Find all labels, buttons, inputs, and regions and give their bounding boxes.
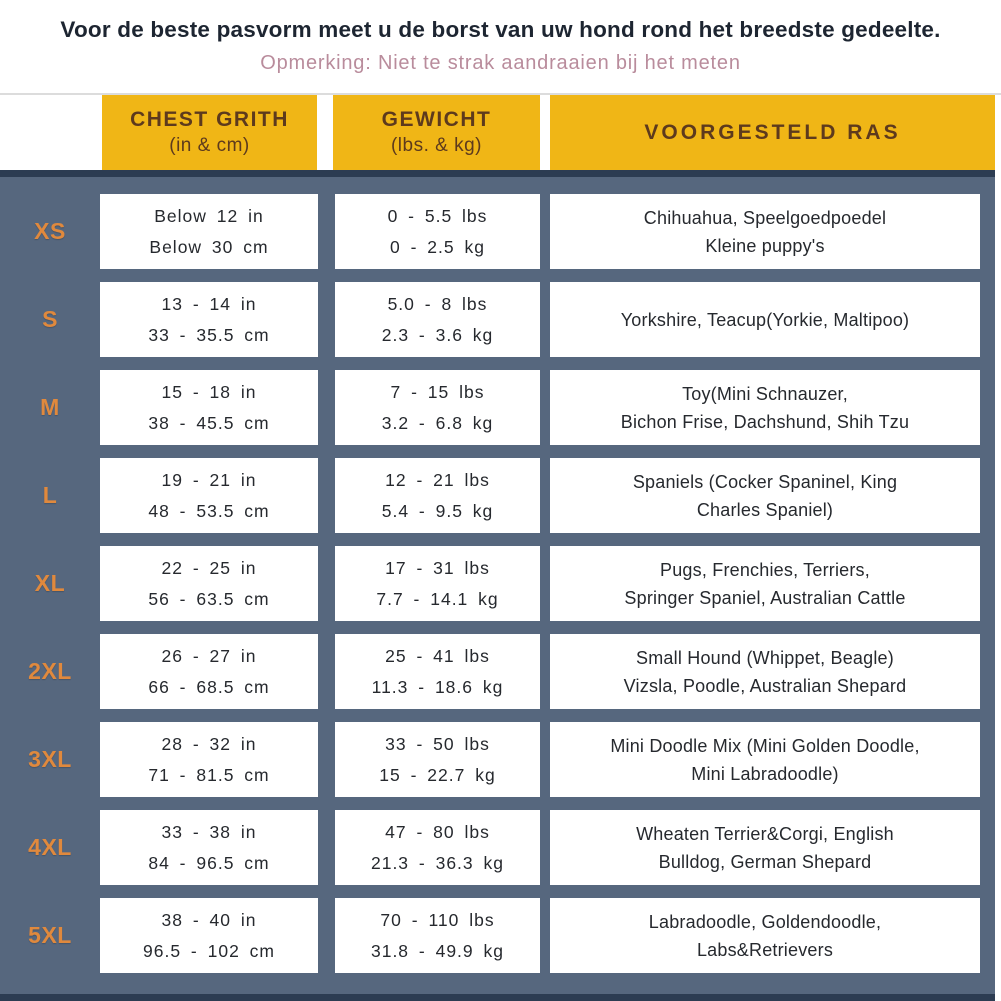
cell-line: 25 - 41 lbs [385, 645, 490, 666]
cell-line: Wheaten Terrier&Corgi, English [636, 823, 894, 844]
cell-line: 47 - 80 lbs [385, 821, 490, 842]
size-label: 3XL [28, 746, 72, 772]
cell-line: 11.3 - 18.6 kg [371, 676, 504, 697]
table-row [0, 634, 995, 709]
cell-line: 70 - 110 lbs [380, 909, 495, 930]
column-header-sublabel: (in & cm) [169, 135, 250, 156]
table-row [0, 458, 995, 533]
weight-cell [335, 370, 540, 445]
cell-line: 13 - 14 in [161, 293, 257, 314]
cell-line: 71 - 81.5 cm [148, 764, 270, 785]
cell-line: 21.3 - 36.3 kg [370, 852, 505, 873]
cell-line: Small Hound (Whippet, Beagle) [636, 647, 894, 668]
weight-cell [335, 722, 540, 797]
column-header-suggested-breed [550, 95, 995, 170]
breed-cell [550, 370, 980, 445]
chest-girth-cell [100, 634, 318, 709]
cell-line: Chihuahua, Speelgoedpoedel [643, 207, 887, 228]
measurement-note: Opmerking: Niet te strak aandraaien bij het meten [260, 52, 741, 74]
column-header-label: GEWICHT [381, 108, 492, 131]
cell-line: Kleine puppy's [705, 235, 825, 256]
size-label: 4XL [28, 834, 72, 860]
size-label: S [42, 306, 58, 332]
weight-cell [335, 634, 540, 709]
cell-line: Labs&Retrievers [696, 939, 834, 960]
cell-line: 66 - 68.5 cm [148, 676, 270, 697]
chest-girth-cell [100, 370, 318, 445]
weight-cell [335, 282, 540, 357]
cell-line: 38 - 40 in [161, 909, 257, 930]
size-label: M [40, 394, 60, 420]
column-header-sublabel: (lbs. & kg) [390, 135, 483, 156]
table-row [0, 194, 995, 269]
table-row [0, 898, 995, 973]
cell-line: 3.2 - 6.8 kg [381, 412, 494, 433]
table-row [0, 810, 995, 885]
cell-line: Vizsla, Poodle, Australian Shepard [623, 675, 907, 696]
table-row [0, 370, 995, 445]
cell-line: Mini Labradoodle) [691, 763, 839, 784]
cell-line: 7 - 15 lbs [390, 381, 485, 402]
breed-cell [550, 634, 980, 709]
chest-girth-cell [100, 898, 318, 973]
breed-cell [550, 546, 980, 621]
cell-line: 0 - 2.5 kg [390, 236, 485, 257]
weight-cell [335, 194, 540, 269]
cell-line: Pugs, Frenchies, Terriers, [660, 559, 870, 580]
cell-line: 33 - 38 in [161, 821, 257, 842]
cell-line: Spaniels (Cocker Spaninel, King [632, 471, 898, 492]
size-label: 2XL [28, 658, 72, 684]
cell-line: Bichon Frise, Dachshund, Shih Tzu [620, 411, 910, 432]
column-header-weight [333, 95, 540, 170]
cell-line: 0 - 5.5 lbs [387, 205, 488, 226]
cell-line: 84 - 96.5 cm [148, 852, 270, 873]
cell-line: Labradoodle, Goldendoodle, [648, 911, 882, 932]
cell-line: 2.3 - 3.6 kg [381, 324, 494, 345]
breed-cell [550, 898, 980, 973]
column-header-label: CHEST GRITH [130, 108, 289, 131]
table-header-row [0, 93, 1001, 170]
table-row [0, 282, 995, 357]
size-label: XS [34, 218, 66, 244]
table-row [0, 722, 995, 797]
weight-cell [335, 458, 540, 533]
cell-line: 33 - 50 lbs [385, 733, 490, 754]
cell-line: 33 - 35.5 cm [148, 324, 270, 345]
size-label: 5XL [28, 922, 72, 948]
cell-line: Springer Spaniel, Australian Cattle [624, 587, 906, 608]
cell-line: Yorkshire, Teacup(Yorkie, Maltipoo) [620, 309, 910, 330]
cell-line: Mini Doodle Mix (Mini Golden Doodle, [610, 735, 920, 756]
chest-girth-cell [100, 194, 318, 269]
cell-line: Charles Spaniel) [696, 499, 834, 520]
chest-girth-cell [100, 282, 318, 357]
breed-cell [550, 810, 980, 885]
chest-girth-cell [100, 722, 318, 797]
cell-line: 31.8 - 49.9 kg [370, 940, 505, 961]
cell-line: 15 - 18 in [161, 381, 257, 402]
chest-girth-cell [100, 546, 318, 621]
cell-line: 26 - 27 in [161, 645, 257, 666]
cell-line: 28 - 32 in [161, 733, 257, 754]
breed-cell [550, 458, 980, 533]
cell-line: 48 - 53.5 cm [148, 500, 270, 521]
size-label: L [42, 482, 58, 508]
cell-line: Below 12 in [154, 205, 264, 226]
cell-line: Below 30 cm [149, 236, 269, 257]
weight-cell [335, 810, 540, 885]
cell-line: Toy(Mini Schnauzer, [682, 383, 848, 404]
cell-line: 19 - 21 in [161, 469, 257, 490]
table-row [0, 546, 995, 621]
column-header-label: VOORGESTELD RAS [644, 120, 901, 144]
cell-line: 15 - 22.7 kg [379, 764, 496, 785]
cell-line: Bulldog, German Shepard [658, 851, 872, 872]
breed-cell [550, 722, 980, 797]
column-header-chest-girth [102, 95, 317, 170]
breed-cell [550, 194, 980, 269]
weight-cell [335, 546, 540, 621]
cell-line: 56 - 63.5 cm [148, 588, 270, 609]
cell-line: 7.7 - 14.1 kg [376, 588, 499, 609]
weight-cell [335, 898, 540, 973]
page-title: Voor de beste pasvorm meet u de borst van uw hond rond het breedste gedeelte. [60, 17, 941, 42]
size-table-body [0, 170, 995, 1001]
cell-line: 96.5 - 102 cm [143, 940, 275, 961]
cell-line: 38 - 45.5 cm [148, 412, 270, 433]
cell-line: 5.0 - 8 lbs [387, 293, 488, 314]
cell-line: 17 - 31 lbs [385, 557, 490, 578]
chest-girth-cell [100, 458, 318, 533]
chest-girth-cell [100, 810, 318, 885]
cell-line: 12 - 21 lbs [385, 469, 490, 490]
breed-cell [550, 282, 980, 357]
size-label: XL [34, 570, 66, 596]
cell-line: 5.4 - 9.5 kg [381, 500, 494, 521]
cell-line: 22 - 25 in [161, 557, 257, 578]
